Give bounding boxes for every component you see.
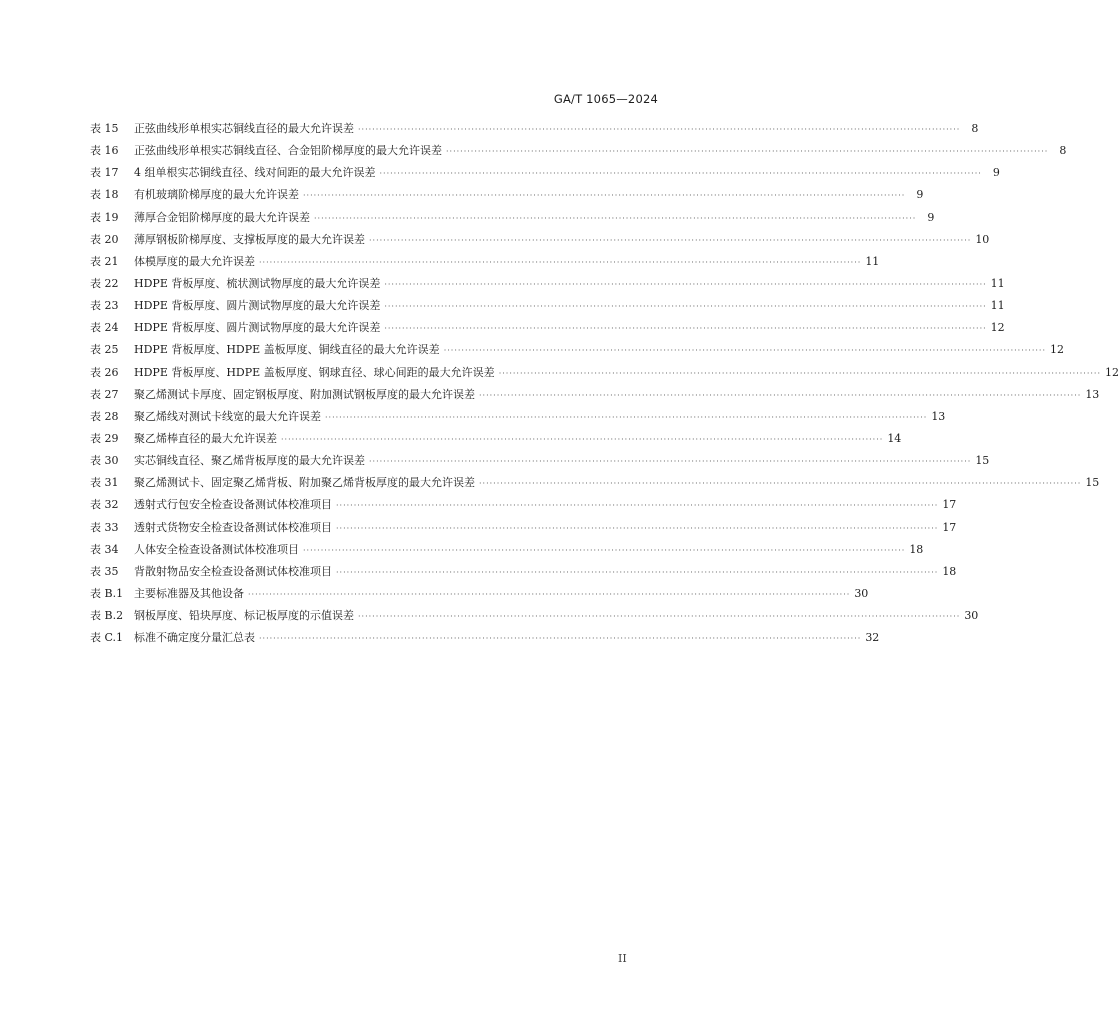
toc-entry-title: 透射式货物安全检查设备测试体校准项目 xyxy=(134,520,332,534)
toc-dot-leader xyxy=(336,524,938,533)
toc-entry-label: 表 25 xyxy=(90,343,119,357)
toc-dot-leader xyxy=(499,369,1101,378)
toc-dot-leader xyxy=(336,568,938,577)
toc-entry-title: 聚乙烯线对测试卡线宽的最大允许误差 xyxy=(134,409,321,423)
toc-entry-label: 表 17 xyxy=(90,166,119,180)
toc-entry[interactable] xyxy=(90,231,990,253)
toc-entry-page: 13 xyxy=(931,409,946,423)
toc-entry[interactable] xyxy=(90,386,1100,408)
toc-entry[interactable] xyxy=(90,585,869,607)
toc-entry-label: 表 34 xyxy=(90,542,119,556)
toc-entry-title: 聚乙烯测试卡、固定聚乙烯背板、附加聚乙烯背板厚度的最大允许误差 xyxy=(134,476,475,490)
toc-entry[interactable] xyxy=(90,209,935,231)
toc-entry[interactable] xyxy=(90,253,880,275)
toc-entry-label: 表 24 xyxy=(90,321,119,335)
toc-entry-title: 聚乙烯测试卡厚度、固定钢板厚度、附加测试钢板厚度的最大允许误差 xyxy=(134,387,475,401)
toc-entry-page: 10 xyxy=(975,232,990,246)
toc-entry[interactable] xyxy=(90,474,1100,496)
toc-entry-page: 13 xyxy=(1085,387,1100,401)
page-number: II xyxy=(618,952,627,965)
toc-entry[interactable] xyxy=(90,319,1005,341)
toc-entry-title: 有机玻璃阶梯厚度的最大允许误差 xyxy=(134,188,299,202)
toc-entry-page: 9 xyxy=(992,166,1000,180)
toc-entry-label: 表 28 xyxy=(90,409,119,423)
toc-entry[interactable] xyxy=(90,541,924,563)
toc-entry-title: 实芯铜线直径、聚乙烯背板厚度的最大允许误差 xyxy=(134,454,365,468)
toc-entry-label: 表 C.1 xyxy=(90,631,124,645)
toc-dot-leader xyxy=(259,634,861,643)
toc-entry-page: 18 xyxy=(942,564,957,578)
toc-entry[interactable] xyxy=(90,275,1005,297)
toc-dot-leader xyxy=(325,413,927,422)
toc-entry[interactable] xyxy=(90,120,979,142)
toc-entry[interactable] xyxy=(90,341,1064,363)
toc-entry-page: 17 xyxy=(942,498,957,512)
toc-dot-leader xyxy=(384,324,986,333)
toc-entry[interactable] xyxy=(90,164,1000,186)
toc-entry-label: 表 15 xyxy=(90,122,119,135)
toc-entry-label: 表 32 xyxy=(90,498,119,512)
toc-entry-title: HDPE 背板厚度、圆片测试物厚度的最大允许误差 xyxy=(134,299,381,313)
toc-entry-page: 11 xyxy=(865,254,880,268)
toc-dot-leader xyxy=(248,590,850,599)
toc-entry-label: 表 31 xyxy=(90,476,119,490)
toc-dot-leader xyxy=(358,125,960,134)
toc-entry-page: 8 xyxy=(971,122,979,135)
toc-entry-title: HDPE 背板厚度、HDPE 盖板厚度、钢球直径、球心间距的最大允许误差 xyxy=(134,365,495,379)
toc-entry[interactable] xyxy=(90,408,946,430)
toc-entry-label: 表 33 xyxy=(90,520,119,534)
toc-entry-label: 表 30 xyxy=(90,454,119,468)
toc-dot-leader xyxy=(259,258,861,267)
toc-entry-title: 正弦曲线形单根实芯铜线直径的最大允许误差 xyxy=(134,122,354,135)
toc-dot-leader xyxy=(369,236,971,245)
toc-dot-leader xyxy=(446,147,1048,156)
toc-dot-leader xyxy=(369,457,971,466)
toc-entry-page: 30 xyxy=(964,609,979,623)
toc-dot-leader xyxy=(303,191,905,200)
toc-entry[interactable] xyxy=(90,186,924,208)
toc-entry-title: 4 组单根实芯铜线直径、线对间距的最大允许误差 xyxy=(134,166,376,180)
toc-entry-title: 人体安全检查设备测试体校准项目 xyxy=(134,542,299,556)
toc-entry-page: 8 xyxy=(1059,144,1067,158)
document-code: GA/T 1065—2024 xyxy=(553,92,658,106)
toc-entry[interactable] xyxy=(90,519,957,541)
toc-entry-title: 正弦曲线形单根实芯铜线直径、合金铝阶梯厚度的最大允许误差 xyxy=(134,144,442,158)
toc-entry-title: 聚乙烯棒直径的最大允许误差 xyxy=(134,431,277,445)
toc-entry[interactable] xyxy=(90,563,957,585)
toc-entry-title: 主要标准器及其他设备 xyxy=(134,586,244,600)
toc-entry[interactable] xyxy=(90,496,957,518)
toc-entry-page: 32 xyxy=(865,631,880,645)
toc-dot-leader xyxy=(336,501,938,510)
toc-dot-leader xyxy=(384,280,986,289)
toc-entry[interactable] xyxy=(90,629,880,651)
toc-entry-page: 15 xyxy=(1085,476,1100,490)
toc-entry-page: 9 xyxy=(927,210,935,224)
toc-entry-page: 11 xyxy=(990,276,1005,290)
toc-dot-leader xyxy=(314,214,916,223)
toc-entry-label: 表 B.2 xyxy=(90,609,124,623)
toc-entry-page: 30 xyxy=(854,586,869,600)
toc-dot-leader xyxy=(479,479,1081,488)
toc-entry-title: 薄厚钢板阶梯厚度、支撑板厚度的最大允许误差 xyxy=(134,232,365,246)
toc-entry[interactable] xyxy=(90,430,902,452)
toc-entry-label: 表 19 xyxy=(90,210,119,224)
toc-dot-leader xyxy=(380,169,982,178)
toc-entry-page: 12 xyxy=(990,321,1005,335)
toc-entry-page: 14 xyxy=(887,431,902,445)
toc-entry-label: 表 18 xyxy=(90,188,119,202)
toc-entry-page: 12 xyxy=(1050,343,1064,357)
toc-entry[interactable] xyxy=(90,452,990,474)
toc-dot-leader xyxy=(303,546,905,555)
toc-entry-page: 9 xyxy=(916,188,924,202)
toc-entry-page: 11 xyxy=(990,299,1005,313)
toc-entry-label: 表 26 xyxy=(90,365,119,379)
toc-entry-label: 表 29 xyxy=(90,431,119,445)
toc-entry[interactable] xyxy=(90,297,1005,319)
toc-entry[interactable] xyxy=(90,607,979,629)
toc-dot-leader xyxy=(281,435,883,444)
toc-entry-page: 12 xyxy=(1105,365,1119,379)
toc-entry-title: HDPE 背板厚度、圆片测试物厚度的最大允许误差 xyxy=(134,321,381,335)
toc-entry-title: HDPE 背板厚度、梳状测试物厚度的最大允许误差 xyxy=(134,276,381,290)
toc-entry-label: 表 B.1 xyxy=(90,586,124,600)
toc-dot-leader xyxy=(358,612,960,621)
toc-entry-page: 18 xyxy=(909,542,924,556)
toc-entry-title: 标准不确定度分量汇总表 xyxy=(134,631,255,645)
toc-dot-leader xyxy=(479,391,1081,400)
toc-entry-title: HDPE 背板厚度、HDPE 盖板厚度、铜线直径的最大允许误差 xyxy=(134,343,440,357)
toc-entry-page: 17 xyxy=(942,520,957,534)
toc-entry-title: 透射式行包安全检查设备测试体校准项目 xyxy=(134,498,332,512)
toc-dot-leader xyxy=(384,302,986,311)
toc-entry-label: 表 16 xyxy=(90,144,119,158)
toc-entry-page: 15 xyxy=(975,454,990,468)
table-of-contents xyxy=(90,120,1119,651)
toc-entry-label: 表 35 xyxy=(90,564,119,578)
toc-entry[interactable] xyxy=(90,142,1067,164)
toc-entry-label: 表 23 xyxy=(90,299,119,313)
toc-entry-title: 钢板厚度、铅块厚度、标记板厚度的示值误差 xyxy=(134,609,354,623)
toc-entry-label: 表 20 xyxy=(90,232,119,246)
toc-entry-label: 表 21 xyxy=(90,254,119,268)
toc-dot-leader xyxy=(444,346,1046,355)
toc-entry-title: 体模厚度的最大允许误差 xyxy=(134,254,255,268)
toc-entry-label: 表 22 xyxy=(90,276,119,290)
toc-entry-title: 薄厚合金铝阶梯厚度的最大允许误差 xyxy=(134,210,310,224)
toc-entry-title: 背散射物品安全检查设备测试体校准项目 xyxy=(134,564,332,578)
toc-entry-label: 表 27 xyxy=(90,387,119,401)
toc-entry[interactable] xyxy=(90,364,1119,386)
